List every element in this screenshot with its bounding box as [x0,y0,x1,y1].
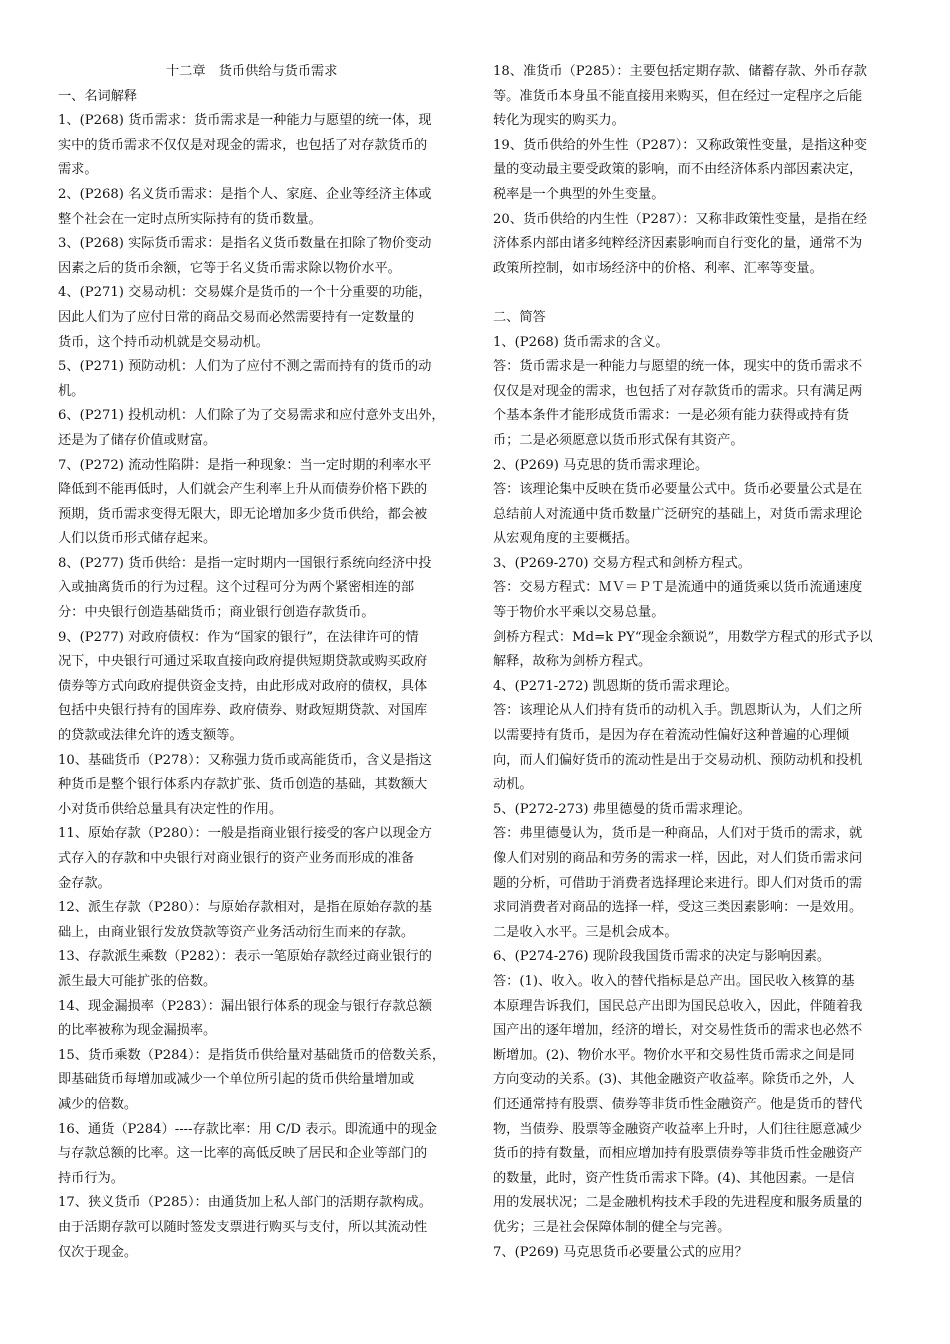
text-line: 5、(P271) 预防动机：人们为了应付不测之需而持有的货币的动 [58,359,432,375]
text-line: 优劣；三是社会保障体制的健全与完善。 [493,1219,731,1235]
text-line: 小对货币供给总量具有决定性的作用。 [58,801,283,817]
text-line: 政策所控制，如市场经济中的价格、利率、汇率等变量。 [493,260,823,276]
text-line: 9、(P277) 对政府债权：作为“国家的银行”，在法律许可的情 [58,629,419,645]
text-line: 7、(P272) 流动性陷阱：是指一种现象：当一定时期的利率水平 [58,457,432,473]
text-line: 答：弗里德曼认为，货币是一种商品，人们对于货币的需求，就 [493,826,863,842]
text-line: 2、(P269) 马克思的货币需求理论。 [493,457,709,473]
text-line: 19、货币供给的外生性（P287）：又称政策性变量，是指这种变 [493,137,867,153]
text-line: 整个社会在一定时点所实际持有的货币数量。 [58,211,322,227]
text-line: 因素之后的货币余额，它等于名义货币需求除以物价水平。 [58,260,401,276]
text-line: 个基本条件才能形成货币需求：一是必须有能力获得或持有货 [493,408,850,424]
text-line: 题的分析，可借助于消费者选择理论来进行。即人们对货币的需 [493,875,863,891]
text-line: 等。准货币本身虽不能直接用来购买，但在经过一定程序之后能 [493,88,863,104]
text-line: 1、(P268) 货币需求：货币需求是一种能力与愿望的统一体，现 [58,113,432,129]
text-line: 18、准货币（P285）：主要包括定期存款、储蓄存款、外币存款 [493,64,867,79]
text-line: 答：货币需求是一种能力与愿望的统一体，现实中的货币需求不 [493,359,863,375]
text-line: 币；二是必须愿意以货币形式保有其资产。 [493,432,744,448]
text-line: 10、基础货币（P278）：又称强力货币或高能货币，含义是指这 [58,752,432,768]
text-line: 的比率被称为现金漏损率。 [58,1023,217,1039]
text-line: 7、(P269) 马克思货币必要量公式的应用？ [493,1244,748,1260]
text-line: 答：该理论从人们持有货币的动机入手。凯恩斯认为，人们之所 [493,703,863,719]
text-line: 20、货币供给的内生性（P287）：又称非政策性变量，是指在经 [493,211,867,227]
text-line: 2、(P268) 名义货币需求：是指个人、家庭、企业等经济主体或 [58,186,432,202]
text-line: 仅次于现金。 [58,1244,138,1260]
text-line: 实中的货币需求不仅仅是对现金的需求，也包括了对存款货币的 [58,137,428,153]
text-line: 3、(P269-270) 交易方程式和剑桥方程式。 [493,555,751,571]
text-line: 剑桥方程式：Md=k PY“现金余额说”，用数学方程式的形式予以 [493,629,873,645]
text-line: 入或抽离货币的行为过程。这个过程可分为两个紧密相连的部 [58,580,415,596]
text-line: 16、通货（P284）----存款比率：用 C/D 表示。即流通中的现金 [58,1121,438,1137]
text-line: 13、存款派生乘数（P282）：表示一笔原始存款经过商业银行的 [58,949,432,965]
text-line: 像人们对别的商品和劳务的需求一样，因此，对人们货币需求问 [493,851,863,866]
text-line: 人们以货币形式储存起来。 [58,531,217,547]
text-line: 二是收入水平。三是机会成本。 [493,924,678,940]
text-line: 从宏观角度的主要概括。 [493,531,639,547]
text-line: 预期，货币需求变得无限大，即无论增加多少货币供给，都会被 [58,506,428,522]
text-line [493,281,895,306]
text-line: 机。 [58,383,85,399]
text-line: 即基础货币每增加或减少一个单位所引起的货币供给量增加或 [58,1072,415,1088]
text-line: 债券等方式向政府提供资金支持，由此形成对政府的债权，具体 [58,678,428,694]
text-line: 的贷款或法律允许的透支额等。 [58,728,243,744]
text-line: 种货币是整个银行体系内存款扩张、货币创造的基础，其数额大 [58,777,428,793]
text-line: 国产出的逐年增加，经济的增长，对交易性货币的需求也必然不 [493,1023,863,1039]
text-line: 济体系内部由诸多纯粹经济因素影响而自行变化的量，通常不为 [493,236,863,252]
text-line: 仅仅是对现金的需求，也包括了对存款货币的需求。只有满足两 [493,383,863,399]
text-line: 断增加。(2)、物价水平。物价水平和交易性货币需求之间是同 [493,1047,855,1063]
text-line: 由于活期存款可以随时签发支票进行购买与支付，所以其流动性 [58,1219,428,1235]
text-line: 答：(1)、收入。收入的替代指标是总产出。国民收入核算的基 [493,973,855,989]
text-line: 等于物价水平乘以交易总量。 [493,605,665,621]
text-line: 17、狭义货币（P285）：由通货加上私人部门的活期存款构成。 [58,1195,432,1211]
right-column [493,60,895,1265]
text-line: 式存入的存款和中央银行对商业银行的资产业务而形成的准备 [58,851,415,866]
text-line: 减少的倍数。 [58,1096,138,1112]
text-line: 12、派生存款（P280）：与原始存款相对，是指在原始存款的基 [58,900,432,916]
text-line: 4、(P271) 交易动机：交易媒介是货币的一个十分重要的功能， [58,285,432,301]
text-line: 4、(P271-272) 凯恩斯的货币需求理论。 [493,678,738,694]
text-line: 11、原始存款（P280）：一般是指商业银行接受的客户以现金方 [58,826,432,842]
left-column [58,60,460,1265]
text-line: 15、货币乘数（P284）：是指货币供给量对基础货币的倍数关系， [58,1047,446,1063]
text-line: 用的发展状况；二是金融机构技术手段的先进程度和服务质量的 [493,1195,863,1211]
text-line: 解释，故称为剑桥方程式。 [493,654,652,670]
text-line: 金存款。 [58,875,111,891]
text-line: 物，当债券、股票等金融资产收益率上升时，人们往往愿意减少 [493,1121,863,1137]
text-line: 总结前人对流通中货币数量广泛研究的基础上，对货币需求理论 [493,506,863,522]
text-line: 方向变动的关系。(3)、其他金融资产收益率。除货币之外，人 [493,1072,855,1088]
text-line: 货币的持有数量，而相应增加持有股票债券等非货币性金融资产 [493,1146,863,1162]
text-line: 础上，由商业银行发放贷款等资产业务活动衍生而来的存款。 [58,924,415,940]
text-line: 3、(P268) 实际货币需求：是指名义货币数量在扣除了物价变动 [58,236,432,252]
text-line: 8、(P277) 货币供给：是指一定时期内一国银行系统向经济中投 [58,555,432,571]
text-line: 包括中央银行持有的国库券、政府债券、财政短期贷款、对国库 [58,703,428,719]
text-line: 动机。 [493,777,533,793]
text-line: 需求。 [58,162,98,178]
text-line: 二、简答 [493,309,546,325]
text-line: 们还通常持有股票、债券等非货币性金融资产。他是货币的替代 [493,1096,863,1112]
text-line: 况下，中央银行可通过采取直接向政府提供短期贷款或购买政府 [58,654,428,670]
text-line: 答：交易方程式：ＭＶ＝ＰＴ是流通中的通货乘以货币流通速度 [493,580,863,596]
text-line: 持币行为。 [58,1170,124,1186]
text-line: 以需要持有货币，是因为存在着流动性偏好这种普遍的心理倾 [493,728,850,744]
text-line: 一、名词解释 [58,88,138,104]
text-line: 求同消费者对商品的选择一样，受这三类因素影响：一是效用。 [493,900,863,916]
text-line: 降低到不能再低时，人们就会产生利率上升从而债券价格下跌的 [58,482,428,498]
text-line: 5、(P272-273) 弗里德曼的货币需求理论。 [493,801,751,817]
text-line: 本原理告诉我们，国民总产出即为国民总收入，因此，伴随着我 [493,998,863,1014]
text-line: 派生最大可能扩张的倍数。 [58,973,217,989]
text-line: 答：该理论集中反映在货币必要量公式中。货币必要量公式是在 [493,482,863,498]
text-line: 分：中央银行创造基础货币；商业银行创造存款货币。 [58,605,375,621]
text-line: 量的变动最主要受政策的影响，而不由经济体系内部因素决定， [493,162,863,178]
text-line: 向，而人们偏好货币的流动性是出于交易动机、预防动机和投机 [493,752,863,768]
text-line: 转化为现实的购买力。 [493,113,625,129]
text-line: 税率是一个典型的外生变量。 [493,186,665,202]
text-line: 6、(P274-276) 现阶段我国货币需求的决定与影响因素。 [493,949,831,965]
text-line: 6、(P271) 投机动机：人们除了为了交易需求和应付意外支出外， [58,408,445,424]
text-line: 1、(P268) 货币需求的含义。 [493,334,669,350]
text-line: 货币，这个持币动机就是交易动机。 [58,334,269,350]
text-line: 14、现金漏损率（P283）：漏出银行体系的现金与银行存款总额 [58,998,432,1014]
text-line: 的数量，此时，资产性货币需求下降。(4)、其他因素。一是信 [493,1170,855,1186]
text-line: 还是为了储存价值或财富。 [58,432,217,448]
text-line: 因此人们为了应付日常的商品交易而必然需要持有一定数量的 [58,309,415,325]
text-line: 与存款总额的比率。这一比率的高低反映了居民和企业等部门的 [58,1146,428,1162]
chapter-title: 十二章 货币供给与货币需求 [166,64,338,79]
